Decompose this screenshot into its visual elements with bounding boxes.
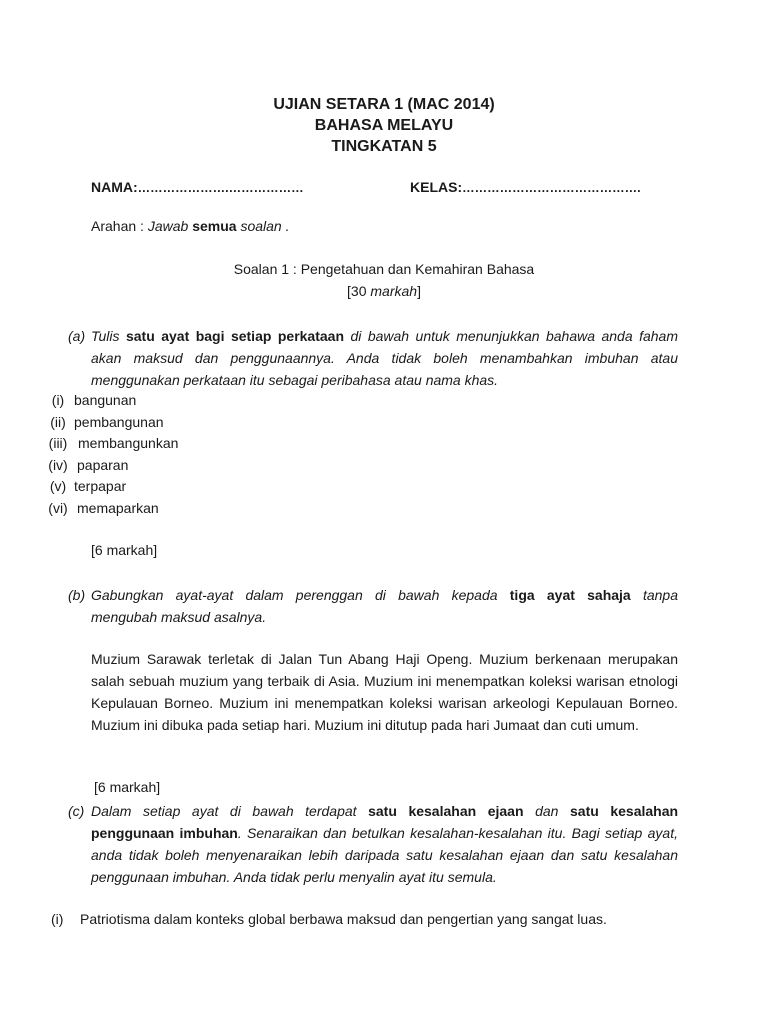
- word-item: memaparkan: [77, 500, 159, 516]
- part-a-tulis: Tulis: [91, 328, 126, 344]
- part-b-text1: Gabungkan ayat-ayat dalam perenggan di bawah kepada: [91, 587, 498, 603]
- nama-label: NAMA:: [91, 179, 138, 195]
- form-level-title: TINGKATAN 5: [331, 138, 437, 155]
- exam-title: UJIAN SETARA 1 (MAC 2014): [273, 96, 495, 113]
- section-marks-close: ]: [417, 283, 421, 299]
- part-b-marks: [6 markah]: [94, 779, 161, 795]
- part-c-bold3: penggunaan imbuhan: [91, 825, 238, 841]
- word-item: terpapar: [74, 478, 127, 494]
- subject-title: BAHASA MELAYU: [314, 117, 454, 134]
- instruction-semua: semua: [192, 218, 237, 234]
- part-b-text2: tanpa: [642, 587, 679, 603]
- word-num: (vi): [48, 500, 68, 516]
- part-b-paragraph: Muzium Sarawak terletak di Jalan Tun Abang Haji Openg. Muzium berkenaan merupakan salah sebuah muzium yang terbaik di Asia. Muzium ini menempatkan koleksi warisan etnologi Kepulauan Borneo. Muzium ini menempatkan koleksi warisan arkeologi Kepulauan Borneo. Muzium ini dibuka pada setiap hari. Muzium ini ditutup pada hari Jumaat dan cuti umum.: [91, 651, 678, 733]
- kelas-field: [410, 179, 641, 195]
- instruction-jawab: Jawab: [147, 218, 189, 234]
- instruction-soalan: soalan .: [240, 218, 290, 234]
- part-a-line2: akan maksud dan penggunaannya. Anda tidak boleh menambahkan imbuhan atau: [91, 350, 678, 366]
- part-a-line1: [91, 325, 678, 347]
- section-marks-word: markah: [370, 283, 418, 299]
- word-num: (iv): [48, 457, 68, 473]
- part-b-line2: mengubah maksud asalnya.: [91, 609, 267, 625]
- part-b-line1: [91, 584, 678, 606]
- kelas-label: KELAS:: [410, 179, 463, 195]
- part-c-label: (c): [68, 803, 85, 819]
- section-marks: [0, 283, 768, 299]
- word-item: pembangunan: [74, 414, 164, 430]
- part-a-label: (a): [68, 328, 86, 344]
- instruction-prefix: Arahan :: [91, 218, 148, 234]
- word-num: (i): [51, 392, 65, 408]
- section-heading: Soalan 1 : Pengetahuan dan Kemahiran Bahasa: [233, 261, 535, 277]
- section-marks-open: [30: [347, 283, 371, 299]
- word-num: (ii): [50, 414, 66, 430]
- part-c-rest: . Senaraikan dan betulkan kesalahan-kesalahan itu. Bagi setiap ayat, anda tidak boleh menyenaraikan lebih daripada satu kesalahan ejaan dan satu kesalahan penggunaan imbuhan. Anda tidak perlu menyalin ayat itu semula.: [91, 825, 678, 885]
- part-a-bold: satu ayat bagi setiap perkataan: [125, 328, 345, 344]
- part-c-text1: Dalam setiap ayat di bawah terdapat: [91, 803, 357, 819]
- word-num: (v): [49, 478, 67, 494]
- word-item: membangunkan: [78, 435, 179, 451]
- part-a-instruction: [91, 325, 678, 391]
- part-c-bold1: satu kesalahan ejaan: [368, 803, 524, 819]
- part-b-bold: tiga ayat sahaja: [509, 587, 631, 603]
- nama-dots: ………………….………………: [137, 181, 304, 195]
- part-b-instruction: [91, 584, 678, 628]
- part-c-bold2: satu kesalahan: [570, 803, 679, 819]
- part-b-label: (b): [68, 587, 86, 603]
- kelas-dots: …………………………………….: [462, 181, 641, 195]
- part-a-line3: menggunakan perkataan itu sebagai peribahasa atau nama khas.: [91, 372, 499, 388]
- part-c-item-num: (i): [51, 911, 64, 927]
- part-c-dan: dan: [535, 803, 559, 819]
- nama-field: [91, 179, 304, 195]
- instruction: [91, 218, 289, 234]
- word-item: bangunan: [74, 392, 137, 408]
- part-a-rest: di bawah untuk menunjukkan bahawa anda faham: [344, 328, 678, 344]
- part-c-instruction: [91, 800, 678, 888]
- part-a-marks: [6 markah]: [91, 542, 158, 558]
- word-item: paparan: [77, 457, 129, 473]
- part-c-item-text: Patriotisma dalam konteks global berbawa maksud dan pengertian yang sangat luas.: [80, 911, 607, 927]
- word-num: (iii): [48, 435, 68, 451]
